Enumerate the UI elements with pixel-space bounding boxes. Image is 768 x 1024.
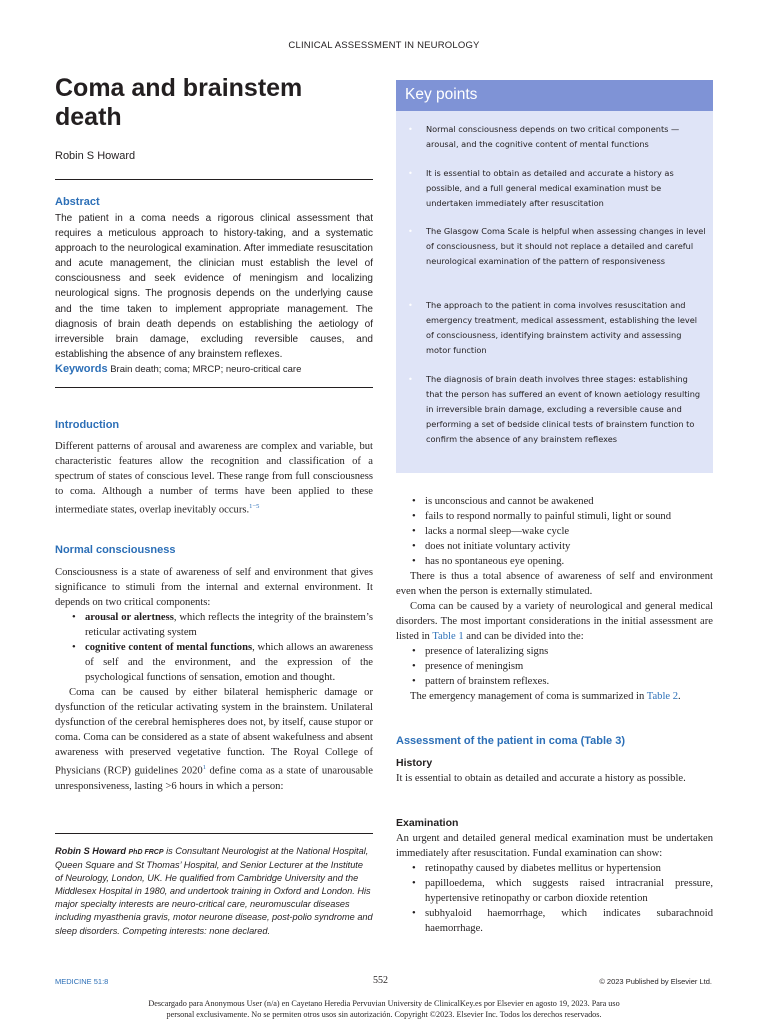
normal-consciousness-section xyxy=(55,565,373,794)
bullet-text: , which allows an awareness of self and the environment, and the expression of the psychological functions of sensation, emotion and thought. xyxy=(85,642,373,683)
keywords-label: Keywords xyxy=(55,363,108,375)
key-point-text: It is essential to obtain as detailed and accurate a history as possible, and a full general medical examination must be undertaken immediately after resuscitation xyxy=(426,168,674,208)
introduction-ref[interactable]: 1−5 xyxy=(249,503,260,510)
causes-list xyxy=(396,644,713,689)
introduction-paragraph xyxy=(55,439,373,518)
download-notice xyxy=(0,999,768,1020)
key-point-text: The diagnosis of brain death involves three stages: establishing that the person has suffered an event of known aetiology resulting in irreversible brain damage, excluding a reversible cause and performing a set of bedside clinical tests of brainstem function to confirm the absence of any brainstem reflexes xyxy=(426,374,701,444)
key-point-item: • The diagnosis of brain death involves three stages: establishing that the person has suffered an event of known aetiology resulting in irreversible brain damage, excluding a reversible cause and performing a set of bedside clinical tests of brainstem function to confirm the absence of any brainstem reflexes xyxy=(408,372,706,447)
causes-text: Coma can be caused by a variety of neurological and general medical disorders. The most important considerations in the initial assessment are listed in xyxy=(396,601,713,642)
keywords-text: Brain death; coma; MRCP; neuro-critical care xyxy=(110,364,302,375)
causes-text-end: and can be divided into the: xyxy=(463,631,584,642)
key-point-text: The approach to the patient in coma involves resuscitation and emergency treatment, medical assessment, establishing the level of consciousness, identifying brainstem activity and assessing motor function xyxy=(426,300,698,355)
assessment-heading xyxy=(396,735,625,747)
list-item: • fails to respond normally to painful stimuli, light or sound xyxy=(409,509,713,524)
bullet-text: , which reflects the integrity of the brainstem’s reticular activating system xyxy=(85,612,373,638)
abstract-top-rule xyxy=(55,179,373,180)
bio-divider xyxy=(55,833,373,834)
bullet-bold: cognitive content of mental functions xyxy=(85,642,253,653)
list-item: • pattern of brainstem reflexes. xyxy=(409,674,713,689)
right-column-body xyxy=(396,494,713,704)
history-text: It is essential to obtain as detailed and accurate a history as possible. xyxy=(396,773,686,784)
list-item: • retinopathy caused by diabetes mellitus or hypertension xyxy=(409,861,713,876)
author-bio xyxy=(55,845,373,938)
emergency-text-end: . xyxy=(678,691,681,702)
bio-credentials: PhD FRCP xyxy=(128,849,164,856)
key-point-item: • It is essential to obtain as detailed and accurate a history as possible, and a full general medical examination must be undertaken immediately after resuscitation xyxy=(408,166,706,211)
list-item: • presence of meningism xyxy=(409,659,713,674)
list-item: • has no spontaneous eye opening. xyxy=(409,554,713,569)
normal-consciousness-heading: Normal consciousness xyxy=(55,544,176,556)
running-head: CLINICAL ASSESSMENT IN NEUROLOGY xyxy=(288,40,480,51)
key-point-item: • The Glasgow Coma Scale is helpful when assessing changes in level of consciousness, but it should not replace a detailed and careful neurological examination of the pattern of responsiveness xyxy=(408,224,706,269)
page-number: 552 xyxy=(373,975,388,986)
components-list xyxy=(55,610,373,685)
list-item xyxy=(69,610,373,640)
keywords xyxy=(55,363,373,375)
article-title: Coma and brainstem death xyxy=(55,74,303,131)
key-points-box xyxy=(396,80,713,473)
copyright: © 2023 Published by Elsevier Ltd. xyxy=(599,977,712,986)
absence-paragraph: There is thus a total absence of awareness of self and environment even when the person is externally stimulated. xyxy=(396,571,713,597)
examination-heading: Examination xyxy=(396,817,459,829)
journal-issue: MEDICINE 51:8 xyxy=(55,977,109,986)
list-item: • papilloedema, which suggests raised intracranial pressure, hypertensive retinopathy or carbon dioxide retention xyxy=(409,876,713,906)
table-1-link[interactable]: Table 1 xyxy=(432,631,464,642)
assessment-heading-text: Assessment of the patient in coma ( xyxy=(396,735,585,747)
abstract-heading: Abstract xyxy=(55,196,100,208)
key-point-item: • Normal consciousness depends on two critical components — arousal, and the cognitive content of mental functions xyxy=(408,122,706,152)
para2-text-end: define coma as a state of unarousable unresponsiveness, lasting >6 hours in which a person: xyxy=(55,765,374,792)
normal-consciousness-para2 xyxy=(55,685,373,794)
list-item: • lacks a normal sleep—wake cycle xyxy=(409,524,713,539)
bio-text: is Consultant Neurologist at the National Hospital, Queen Square and St Thomas’ Hospital, and Senior Lecturer at the Institute of Neurology, London, UK. He qualified from Cambridge University and the Middlesex Hospital in 1980, and undertook training in Oxford and London. His major specialty interests are neuro-critical care, neuromuscular diseases including myasthenia gravis, motor neurone disease, post-polio syndrome and sleep disorders. Competing interests: none declared. xyxy=(55,846,373,936)
list-item: • does not initiate voluntary activity xyxy=(409,539,713,554)
normal-consciousness-para1: Consciousness is a state of awareness of self and environment that gives significance to stimuli from the internal and external environment. It depends on two critical components: xyxy=(55,567,373,608)
bullet-bold: arousal or alertness xyxy=(85,612,174,623)
key-point-item: • The approach to the patient in coma involves resuscitation and emergency treatment, medical assessment, establishing the level of consciousness, identifying brainstem activity and assessing motor function xyxy=(408,298,706,358)
examination-section xyxy=(396,831,713,936)
key-point-text: The Glasgow Coma Scale is helpful when assessing changes in level of consciousness, but it should not replace a detailed and careful neurological examination of the pattern of responsiveness xyxy=(426,226,706,266)
introduction-text: Different patterns of arousal and awareness are complex and variable, but characteristic features allow the recognition and classification of a spectrum of states of conscious level. These range from full consciousness to coma. Although a number of terms have been applied to these intermediate states, overlap inevitably occurs. xyxy=(55,441,373,516)
emergency-paragraph xyxy=(396,689,713,704)
fundal-findings-list xyxy=(396,861,713,936)
bio-name: Robin S Howard xyxy=(55,846,126,856)
table-2-link[interactable]: Table 2 xyxy=(646,691,679,702)
history-heading: History xyxy=(396,757,433,769)
assessment-heading-end: ) xyxy=(621,735,626,747)
author-name: Robin S Howard xyxy=(55,150,136,162)
download-notice-line2: personal exclusivamente. No se permiten otros usos sin autorización. Copyright ©2023. Elsevier Inc. Todos los derechos reservados. xyxy=(166,1009,602,1019)
key-points-title: Key points xyxy=(405,86,478,103)
table-3-link[interactable]: Table 3 xyxy=(584,735,622,747)
para2-ref[interactable]: 1 xyxy=(202,764,206,771)
abstract-bottom-rule xyxy=(55,387,373,388)
key-points-header xyxy=(396,80,713,111)
list-item xyxy=(69,640,373,685)
examination-text: An urgent and detailed general medical examination must be undertaken immediately after resuscitation. Fundal examination can show: xyxy=(396,833,713,859)
para2-text: Coma can be caused by either bilateral hemispheric damage or dysfunction of the reticular activating system in the brainstem. Unilateral dysfunction of the cerebral hemispheres does not, by itself, cause stupor or coma. Coma can be considered as a state of absent wakefulness and absent awareness with preserved vegetative function. The Royal College of Physicians (RCP) guidelines 2020 xyxy=(55,687,373,777)
introduction-heading: Introduction xyxy=(55,419,120,431)
list-item: • subhyaloid haemorrhage, which indicates subarachnoid haemorrhage. xyxy=(409,906,713,936)
abstract-text: The patient in a coma needs a rigorous clinical assessment that requires a meticulous approach to history-taking, and a systematic approach to the neurological examination. After immediate resuscitation and acute management, the clinician must establish the level of consciousness and seek evidence of meningism and localizing neurological signs. The prognosis depends on the underlying cause and the time taken to implement appropriate management. The diagnosis of brain death depends on establishing the aetiology of irreversible brain damage, excluding reversible causes, and establishing the absence of any brainstem reflexes. xyxy=(55,213,373,360)
download-notice-line1: Descargado para Anonymous User (n/a) en Cayetano Heredia Pervuvian University de ClinicalKey.es por Elsevier en agosto 19, 2023. Para uso xyxy=(148,999,620,1008)
emergency-text: The emergency management of coma is summarized in xyxy=(410,691,647,702)
key-point-text: Normal consciousness depends on two critical components — arousal, and the cognitive content of mental functions xyxy=(426,124,680,149)
list-item: • presence of lateralizing signs xyxy=(409,644,713,659)
causes-paragraph xyxy=(396,599,713,644)
coma-criteria-list xyxy=(396,494,713,569)
list-item: • is unconscious and cannot be awakened xyxy=(409,494,713,509)
